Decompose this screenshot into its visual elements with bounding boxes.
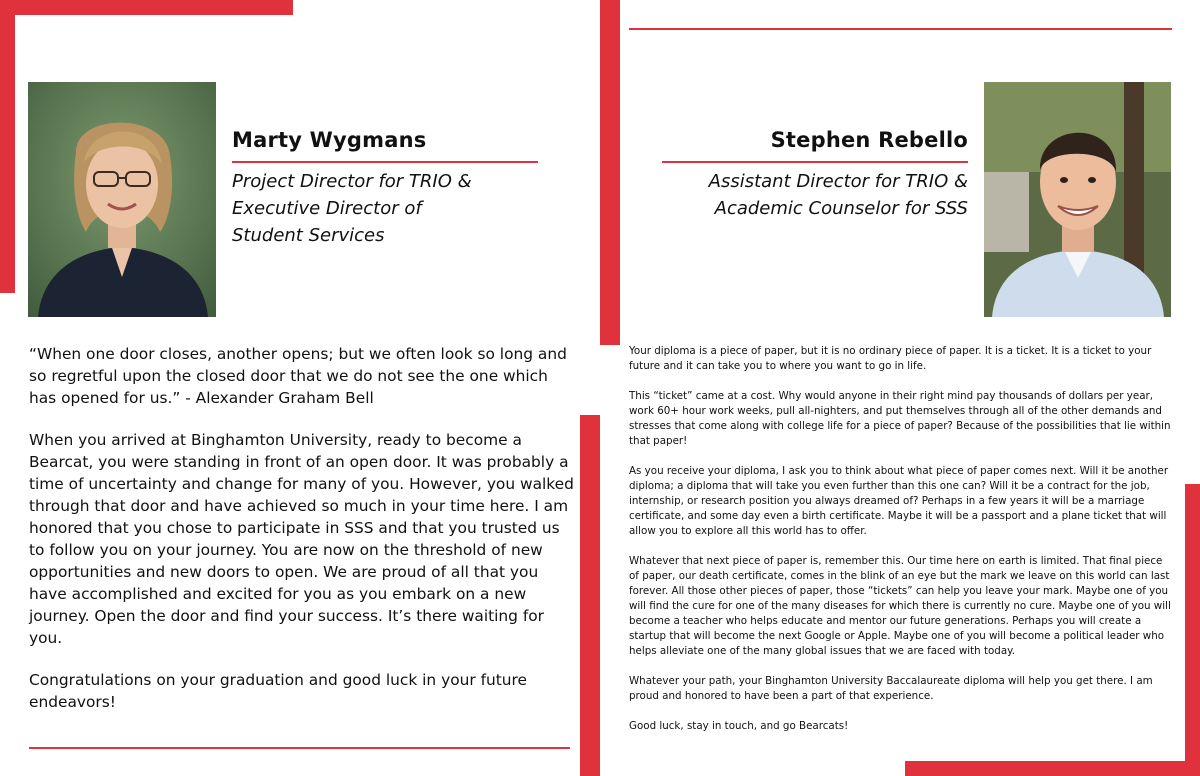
frame-bar-bottom-right [905,761,1200,776]
name-underline-left [232,161,538,163]
letter-left-paragraph: When you arrived at Binghamton University, ready to become a Bearcat, you were standing in front of an open door. It was probably a time of uncertainty and change for many of you. However, you walked through that door and have achieved so much in your time here. I am honored that you chose to participate in SSS and that you trusted us to follow you on your journey. You are now on the threshold of new opportunities and new doors to open. We are proud of all that you have accomplished and excited for you as you embark on a new journey. Open the door and find your success. It’s there waiting for you. [29,431,574,647]
portrait-woman-icon [28,82,216,317]
rule-top-right [629,28,1172,30]
name-underline-right [662,161,968,163]
letter-right-paragraph: As you receive your diploma, I ask you to think about what piece of paper comes next. Will it be another diploma; a diploma that will take you even further than this one can? Will it be a contract for the job, internship, or research position you always dreamed of? Perhaps in a few years it will be a marriage certificate, and some day even a birth certificate. Maybe it will be a passport and a plane ticket that will allow you to explore all this world has to offer. [629,465,1169,537]
letter-left [29,343,577,733]
frame-bar-top-left [0,0,293,15]
portrait-photo-left [28,82,216,317]
letter-right-paragraph: Whatever your path, your Binghamton University Baccalaureate diploma will help you get there. I am proud and honored to have been a part of that experience. [629,675,1153,702]
letter-right-paragraph: Whatever that next piece of paper is, remember this. Our time here on earth is limited. That final piece of paper, our death certificate, comes in the blink of an eye but the mark we leave on this world can last forever. All those other pieces of paper, those “tickets” can help you leave your mark. Maybe one of you will find the cure for one of the many diseases for which there is currently no cure. Maybe one of you will become a teacher who helps educate and mentor our future generations. Perhaps you will create a startup that will become the next Google or Apple. Maybe one of you will become a political leader who helps alleviate one of the many global issues that we are faced with today. [629,555,1171,657]
frame-bar-right-edge [1185,484,1200,776]
frame-bar-left-edge [0,0,15,293]
letter-right-paragraph: This “ticket” came at a cost. Why would anyone in their right mind pay thousands of dollars per year, work 60+ hour work weeks, pull all-nighters, and put themselves through all of the other demands and stresses that come along with college life for a piece of paper? Because of the possibilities that lie within that paper! [629,390,1171,447]
rule-bottom-left [29,747,570,749]
profile-title-right: Assistant Director for TRIO & Academic Counselor for SSS [708,171,968,219]
portrait-photo-right [984,82,1171,317]
letter-right [629,344,1174,749]
profile-name-left: Marty Wygmans [232,128,427,152]
letter-left-paragraph: Congratulations on your graduation and good luck in your future endeavors! [29,671,528,711]
letter-right-paragraph: Your diploma is a piece of paper, but it is no ordinary piece of paper. It is a ticket. It is a ticket to your future and it can take you to where you want to go in life. [629,345,1152,372]
profile-name-right: Stephen Rebello [770,128,968,152]
profile-title-left: Project Director for TRIO & Executive Director of Student Services [232,171,472,246]
portrait-man-icon [984,82,1171,317]
letter-right-paragraph: Good luck, stay in touch, and go Bearcats! [629,720,849,732]
frame-bar-center-lower [580,415,600,776]
frame-bar-center-upper [600,0,620,345]
letter-left-paragraph: “When one door closes, another opens; but we often look so long and so regretful upon the closed door that we do not see the one which has opened for us.” - Alexander Graham Bell [29,345,567,407]
